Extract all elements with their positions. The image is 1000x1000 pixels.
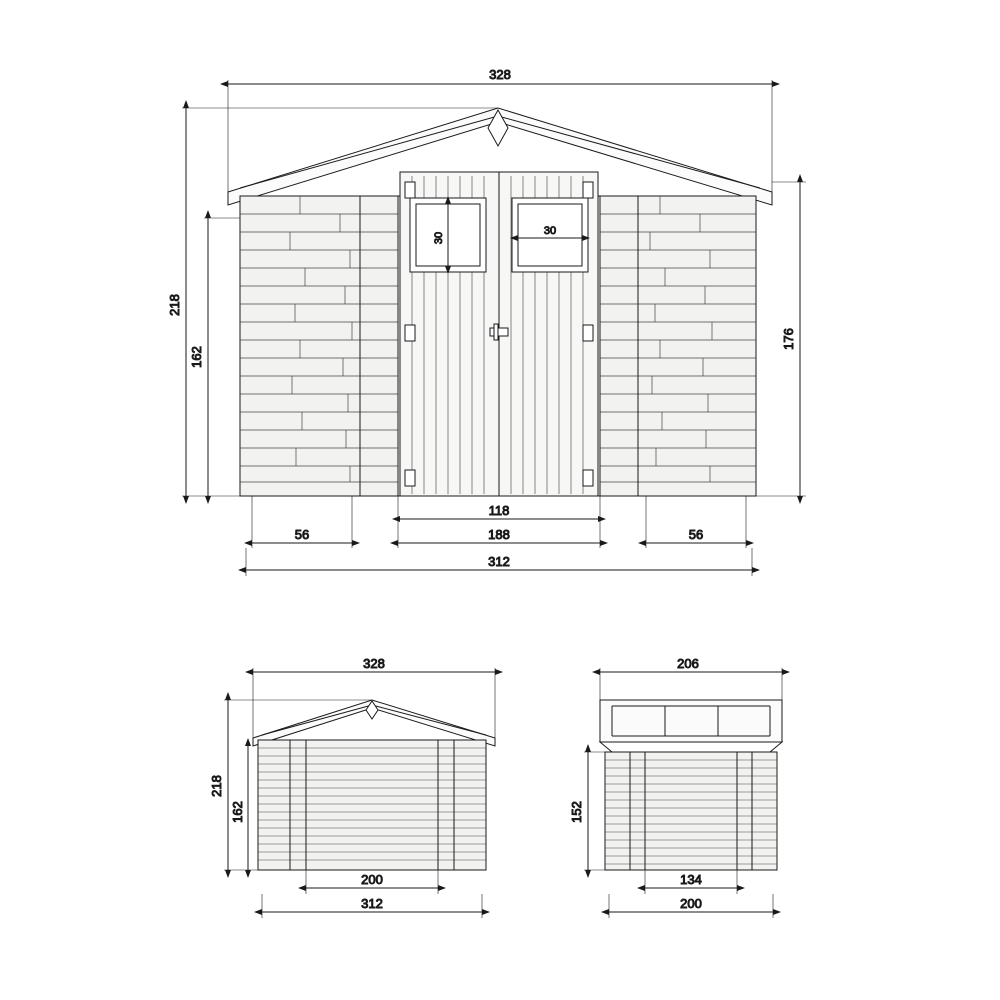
dim-left-panel-56 [252,496,352,548]
dim-value-162-front: 162 [189,346,204,368]
side-roof [600,700,782,752]
side-elevation-view [569,656,782,918]
front-elevation-view [167,67,806,576]
rear-body [258,740,486,870]
dim-value-56-right: 56 [688,527,704,542]
dim-value-118: 118 [488,503,510,518]
dim-value-162-rear: 162 [230,801,245,823]
dim-rear-wall-height-162 [230,746,248,870]
dim-value-200-rear: 200 [361,872,383,887]
dim-value-152: 152 [569,801,584,823]
dim-value-206: 206 [677,656,699,671]
rear-roof [253,700,495,746]
dim-value-328-rear: 328 [363,656,385,671]
dim-side-wall-height-152 [569,752,605,870]
dim-value-218-front: 218 [167,294,182,316]
dim-value-134: 134 [680,872,702,887]
dim-value-56-left: 56 [294,527,310,542]
dim-value-188: 188 [488,527,510,542]
dim-body-width-312 [246,548,752,576]
dim-value-312-front: 312 [488,554,510,569]
rear-elevation-view [209,656,495,918]
dim-value-218-rear: 218 [209,775,224,797]
dim-front-eaves-height [756,182,806,496]
dim-value-30-left: 30 [433,231,445,245]
dim-value-312-rear: 312 [361,896,383,911]
dim-value-200-side: 200 [680,896,702,911]
dim-side-roof-depth-206 [600,656,782,700]
dim-side-inner-134 [645,870,737,894]
side-body [605,752,777,870]
dim-front-wall-height [189,218,240,496]
dim-rear-body-width-312 [262,894,482,918]
dim-value-30-right: 30 [543,225,557,237]
dim-side-body-depth-200 [609,894,773,918]
dim-value-176-front: 176 [781,328,796,350]
dim-right-panel-56 [646,496,746,548]
dim-door-leaf-118 [400,503,598,519]
front-double-door[interactable] [400,172,598,496]
dim-value-328-front: 328 [489,67,511,82]
dim-rear-inner-200 [306,870,438,894]
